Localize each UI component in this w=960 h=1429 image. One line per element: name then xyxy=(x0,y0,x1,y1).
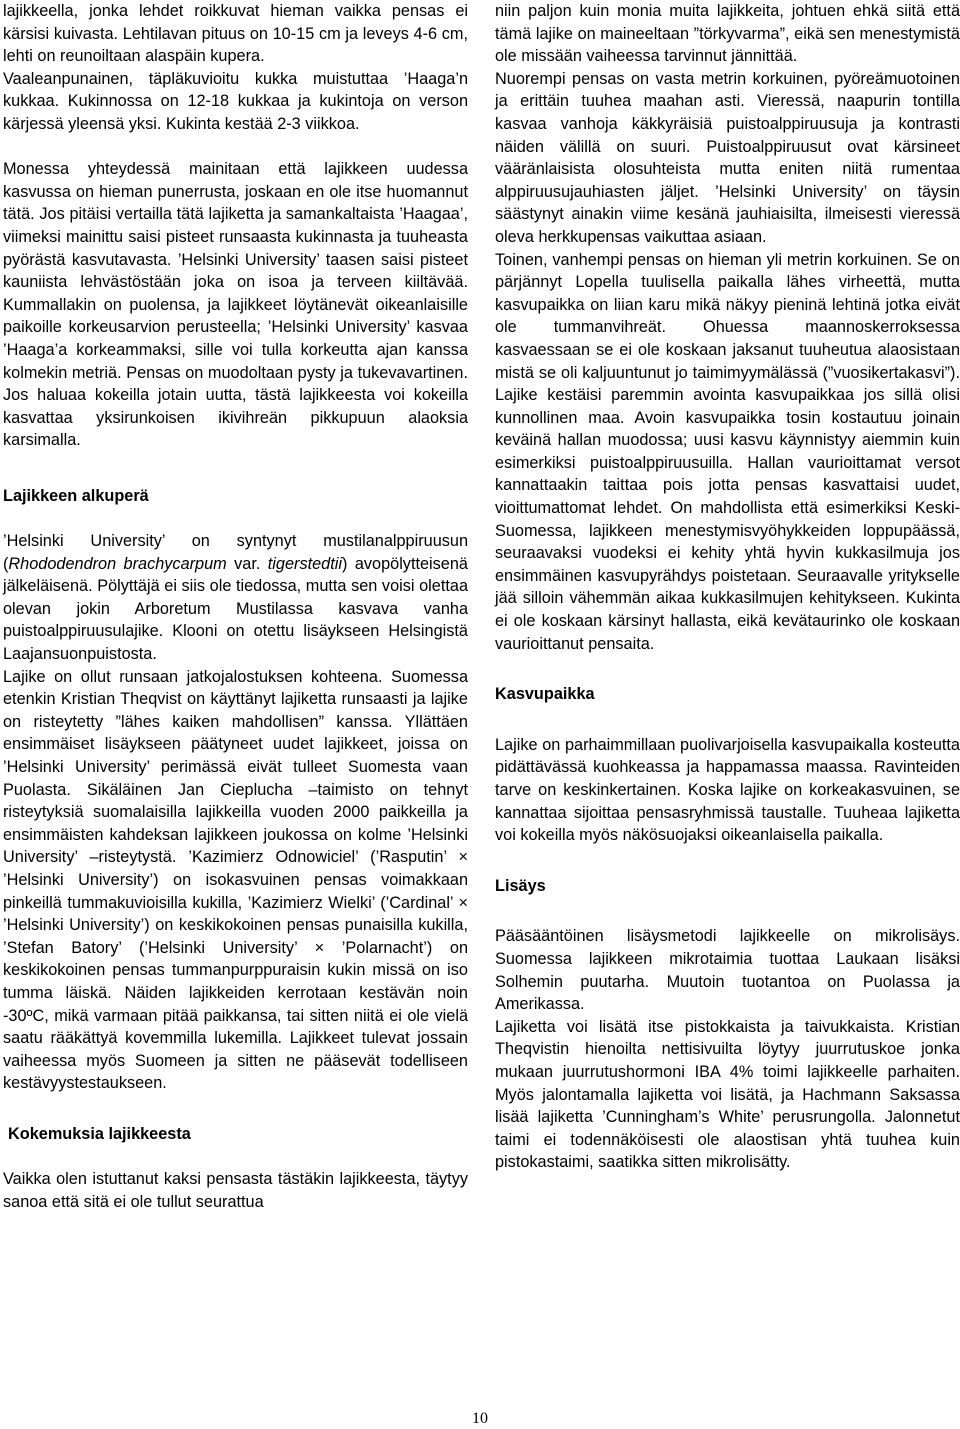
origin-latin-name: Rhododendron brachycarpum xyxy=(8,554,227,573)
experience-continued: niin paljon kuin monia muita lajikkeita, johtuen ehkä siitä että tämä lajike on maineeltaan ”törkyvarma”, eikä sen menestymistä ole missään vaiheessa tarvinnut jännittää. xyxy=(495,2,960,66)
heading-origin: Lajikkeen alkuperä xyxy=(3,486,149,505)
propagation-paragraph-2: Lajiketta voi lisätä itse pistokkaista ja taivukkaista. Kristian Theqvistin hienoilta nettisivuilta löytyy juurrutuskoe jonka mukaan juurrutushormoni IBA 4% toimi lajikkeelle parhaiten. Myös jalontamalla lajiketta voi lisätä, ja Hachmann Saksassa lisää lajiketta ’Cunningham’s White’ perusrungolla. Jalonnetut taimi ei todennäköisesti ole alaostisan yhtä tuuhea kuin pistokastaimi, saatikka sitten mikrolisätty. xyxy=(495,1017,960,1172)
experience-paragraph-3: Toinen, vanhempi pensas on hieman yli metrin korkuinen. Se on pärjännyt Lopella tuulisella paikalla lähes virheettä, mutta kasvupaikka on liian karu mikä näkyy pieninä lehtinä jotka eivät ole tummanvihreät. Ohuessa maannoskerroksessa kasvaessaan se ei ole koskaan jaksanut tuuheutua alaosistaan mistä se oli kaljuuntunut jo taimimyymälässä (”vuosikertakasvi”). Lajike kestäisi paremmin avointa kasvupaikkaa jos sillä olisi kunnollinen maa. Avoin kasvupaikka tosin kostautuu joinain keväinä hallan muodossa; uusi kasvu käynnistyy aiemmin kuin esimerkiksi puistoalppiruusuilla. Hallan vaurioittamat versot kannattaakin taittaa pois jotta pensas kasvattaisi uudet, vioittumattomat lehdet. On mahdollista että esimerkiksi Keski-Suomessa, lajikkeen menestymisvyöhykkeiden loppupäässä, seuraavaksi vuodeksi ei kehity yhtä hyvin kukkasilmuja jos ensimmäinen kasvupyrähdys poistetaan. Seuraavalle yritykselle jää silloin vähemmän aikaa kukkasilmujen kehitykseen. Kukinta ei ole koskaan kärsinyt hallasta, eikä kevätaurinko ole koskaan vaurioittanut pensaita. xyxy=(495,250,960,653)
origin-text-b: var. xyxy=(226,554,268,573)
origin-text-c: ) avopölytteisenä jälkeläisenä. Pölyttäjä ei siis ole tiedossa, mutta sen voisi olettaa olevan jokin Arboretum Mustilassa kasvava vanha puistoalppiruusulajike. Klooni on otettu lisäykseen Helsingistä Laajansuonpuistosta. xyxy=(3,554,468,664)
intro-paragraph-2: Vaaleanpunainen, täpläkuvioitu kukka muistuttaa ’Haaga’n kukkaa. Kukinnossa on 12-18 kukkaa ja kukintoja on verson kärjessä yleensä yksi. Kukinta kestää 2-3 viikkoa. xyxy=(3,69,468,133)
paragraph-3: Monessa yhteydessä mainitaan että lajikkeen uudessa kasvussa on hieman punerrusta, joskaan en ole itse huomannut tätä. Jos pitäisi vertailla tätä lajiketta ja samankaltaista ’Haagaa’, viimeksi mainittu saisi pisteet runsaasta kukinnasta ja tuuheasta pyörästä kasvutavasta. ’Helsinki University’ taasen saisi pisteet kauniista lehvästöstään joka on isoa ja terveen kiiltävää. Kummallakin on puolensa, ja lajikkeet löytänevät oikeanlaisille paikoille korkeusarvion perusteella; ’Helsinki University’ kasvaa ’Haaga’a korkeammaksi, sille voi tulla korkeutta ajan kanssa kolmekin metriä. Pensas on muodoltaan pysty ja tukevavartinen. Jos haluaa kokeilla jotain uutta, tästä lajikkeesta voi kokeilla kasvattaa yksirunkoisen ikivihreän pikkupuun alaoksia karsimalla. xyxy=(3,160,468,450)
heading-experience: Kokemuksia lajikkeesta xyxy=(8,1124,191,1143)
experience-paragraph-1: Vaikka olen istuttanut kaksi pensasta tästäkin lajikkeesta, täytyy sanoa että sitä ei ole tullut seurattua xyxy=(3,1170,468,1211)
experience-paragraph-2: Nuorempi pensas on vasta metrin korkuinen, pyöreämuotoinen ja erittäin tuuhea maahan asti. Vieressä, naapurin tontilla kasvaa vanhoja käkkyräisiä puistoalppiruusuja ja kontrasti näiden välillä on suuri. Puistoalppiruusut ovat kärsineet vääränlaisista olosuhteista mutta eniten niitä rumentaa alppiruusujauhiasten jäljet. ’Helsinki University’ on täysin säästynyt ainakin viime kesänä jauhiaisilta, ilmeisesti vieressä oleva herkkupensas vaikuttaa asiaan. xyxy=(495,69,960,246)
propagation-paragraph-1: Pääsääntöinen lisäysmetodi lajikkeelle on mikrolisäys. Suomessa lajikkeen mikrotaimia tuottaa Laukaan lisäksi Solhemin puutarha. Muutoin tuotantoa on Puolassa ja Amerikassa. xyxy=(495,927,960,1014)
intro-paragraph-1: lajikkeella, jonka lehdet roikkuvat hieman vaikka pensas ei kärsisi kuivasta. Lehtilavan pituus on 10-15 cm ja leveys 4-6 cm, lehti on reunoiltaan alaspäin kupera. xyxy=(3,2,468,66)
heading-growing-site: Kasvupaikka xyxy=(495,685,595,704)
origin-text-a: ’Helsinki University’ on syntynyt mustilanalppiruusun ( xyxy=(3,532,468,573)
right-column xyxy=(495,0,960,1174)
origin-paragraph-1 xyxy=(3,530,468,666)
origin-paragraph-2: Lajike on ollut runsaan jatkojalostuksen kohteena. Suomessa etenkin Kristian Theqvist on käyttänyt lajiketta runsaasti ja lajike on risteytetty ”lähes kaiken mahdollisen” kanssa. Yllättäen ensimmäiset lisäykseen päätyneet uudet lajikkeet, joissa on ’Helsinki University’ perimässä eivät tulleet Suomesta vaan Puolasta. Sikäläinen Jan Cieplucha –taimisto on tehnyt risteytyksiä suomalaisilla lajikkeilla vuoden 2000 paikkeilla ja ensimmäisten kahdeksan lajikkeen joukossa on kolme ’Helsinki University’ –risteytystä. ’Kazimierz Odnowiciel’ (’Rasputin’ × ’Helsinki University’) on isokasvuinen pensas voimakkaan pinkeillä tummakuvioisilla kukilla, ’Kazimierz Wielki’ (’Cardinal’ × ’Helsinki University’) on keskikokoinen pensas punaisilla kukilla, ’Stefan Batory’ (’Helsinki University’ × ’Polarnacht’) on keskikokoinen pensas tummanpurppuraisin kukin missä on iso tumma läiskä. Näiden lajikkeiden kerrotaan kestävän noin -30ºC, mikä varmaan pitää paikkansa, tai sitten niitä ei ole vielä saatu rääkättyä kovemmilla lukemilla. Lajikkeet tulevat jossain vaiheessa myös Suomeen ja sitten ne pääsevät todelliseen kestävyystestaukseen. xyxy=(3,667,468,1093)
left-column xyxy=(3,0,468,1213)
growing-paragraph-1: Lajike on parhaimmillaan puolivarjoisella kasvupaikalla kosteutta pidättävässä kuohkeassa ja happamassa maassa. Ravinteiden tarve on keskinkertainen. Koska lajike on korkeakasvuinen, se kannattaa sijoittaa pensasryhmissä taustalle. Tuuheaa lajiketta voi kokeilla myös näkösuojaksi oikeanlaisella paikalla. xyxy=(495,735,960,845)
heading-propagation: Lisäys xyxy=(495,876,546,895)
page-number: 10 xyxy=(472,1410,488,1427)
origin-latin-variety: tigerstedtii xyxy=(267,554,342,573)
